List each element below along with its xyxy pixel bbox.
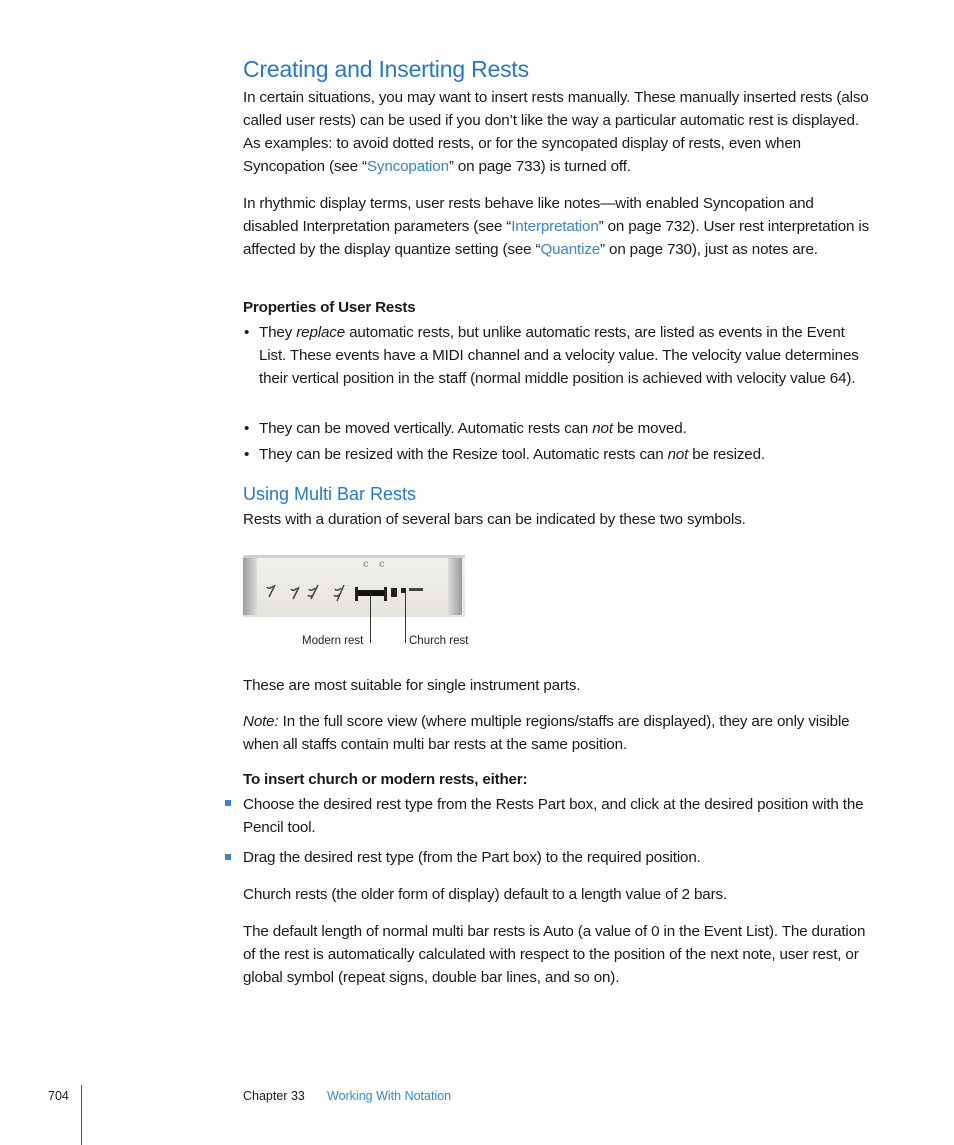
church-rests-paragraph: Church rests (the older form of display) default to a length value of 2 bars. xyxy=(243,886,727,903)
task-heading: To insert church or modern rests, either: xyxy=(243,771,528,788)
intro-paragraph xyxy=(243,86,873,178)
text: In the full score view (where multiple regions/staffs are displayed), they are only visible when all staffs contain multi bar rests at the same position. xyxy=(243,713,850,753)
step-item: Choose the desired rest type from the Rests Part box, and click at the desired position with the Pencil tool. xyxy=(243,796,864,836)
suitability-paragraph: These are most suitable for single instrument parts. xyxy=(243,677,581,694)
interpretation-link[interactable]: Interpretation xyxy=(511,218,599,235)
emphasis: replace xyxy=(296,324,345,341)
text: In certain situations, you may want to insert rests manually. These manually inserted rests (also called user rests) can be used if you don’t like the way a particular automatic rest is displayed. As examples: to avoid dotted rests, or for the syncopated display of rests, even when Syncopation (see “ xyxy=(243,89,869,175)
default-length-paragraph: The default length of normal multi bar rests is Auto (a value of 0 in the Event List). The duration of the rest is automatically calculated with respect to the position of the next note, user rest, or global symbol (repeat signs, double bar lines, and so on). xyxy=(243,923,866,986)
step-bullet-icon xyxy=(225,854,231,860)
church-rest-label: Church rest xyxy=(409,635,469,647)
rests-figure xyxy=(243,555,465,617)
text: They can be resized with the Resize tool. Automatic rests can xyxy=(259,446,668,463)
text: be moved. xyxy=(612,420,687,437)
text: In rhythmic display terms, user rests behave like notes—with enabled Syncopation and disabled Interpretation parameters (see “ xyxy=(243,195,814,235)
properties-heading: Properties of User Rests xyxy=(243,299,416,316)
bullet-item xyxy=(244,443,874,466)
text: They can be moved vertically. Automatic rests can xyxy=(259,420,593,437)
text: ” on page 733) is turned off. xyxy=(448,158,631,175)
text: be resized. xyxy=(688,446,765,463)
multibar-intro: Rests with a duration of several bars can be indicated by these two symbols. xyxy=(243,511,746,528)
page-title: Creating and Inserting Rests xyxy=(243,56,529,82)
page-number: 704 xyxy=(48,1089,69,1103)
syncopation-link[interactable]: Syncopation xyxy=(366,158,449,175)
emphasis: not xyxy=(592,420,613,437)
quantize-link[interactable]: Quantize xyxy=(540,241,601,258)
chapter-title-link[interactable]: Working With Notation xyxy=(327,1089,452,1103)
modern-rest-label: Modern rest xyxy=(302,635,364,647)
text: automatic rests, but unlike automatic rests, are listed as events in the Event List. These events have a MIDI channel and a velocity value. The velocity value determines their vertical position in the staff (normal middle position is achieved with velocity value 64). xyxy=(259,324,859,387)
bullet-dot: • xyxy=(244,324,250,341)
emphasis: not xyxy=(667,446,689,463)
bullet-dot: • xyxy=(244,420,250,437)
modern-callout-line xyxy=(370,593,371,643)
note-paragraph xyxy=(243,710,873,756)
step-bullet-icon xyxy=(225,800,231,806)
rhythmic-paragraph xyxy=(243,192,873,261)
footer-divider xyxy=(81,1085,82,1145)
bullet-item xyxy=(244,417,874,440)
bullet-dot: • xyxy=(244,446,250,463)
text: ” on page 732). User rest interpretation is affected by the display quantize setting (see “ xyxy=(243,218,870,258)
note-label: Note: xyxy=(243,713,279,730)
text: ” on page 730), just as notes are. xyxy=(600,241,818,258)
step-item: Drag the desired rest type (from the Part box) to the required position. xyxy=(243,849,701,866)
chapter-label: Chapter 33 xyxy=(243,1089,305,1103)
section-heading: Using Multi Bar Rests xyxy=(243,484,417,504)
church-callout-line xyxy=(405,593,406,643)
bullet-item xyxy=(244,321,874,390)
svg-text:c: c xyxy=(363,559,369,570)
text: They xyxy=(259,324,297,341)
staff-illustration xyxy=(243,555,465,617)
svg-text:c: c xyxy=(379,559,385,570)
